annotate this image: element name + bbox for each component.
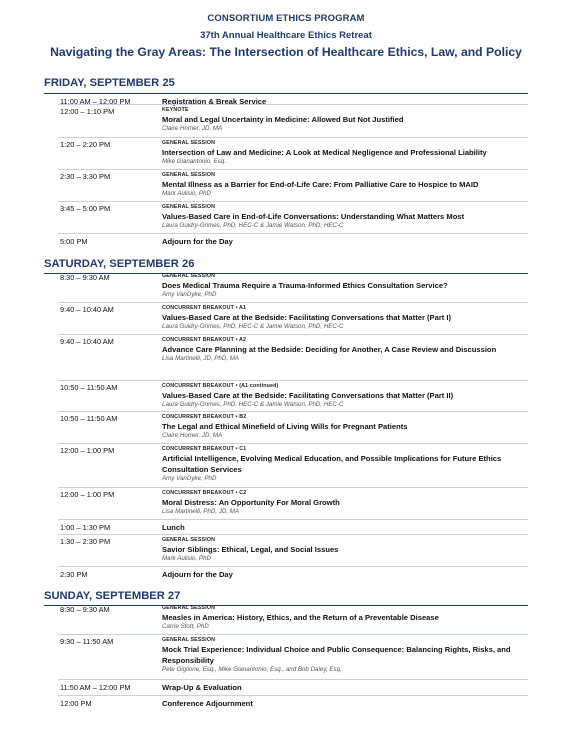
session-item <box>162 172 532 198</box>
row-divider <box>58 634 528 635</box>
row-divider <box>58 380 528 381</box>
session-title: Values-Based Care at the Bedside: Facilitating Conversations that Matter (Part I) <box>162 313 452 322</box>
session-time: 12:00 – 1:10 PM <box>60 107 115 116</box>
row-divider <box>58 334 528 335</box>
day-heading: SATURDAY, SEPTEMBER 26 <box>44 258 195 270</box>
session-speaker: Amy VanDyke, PhD <box>162 475 217 482</box>
session-speaker: Pete Giglione, Esq., Mike Gianantonio, Esq., and Bob Daley, Esq. <box>162 666 342 673</box>
session-item <box>162 140 532 166</box>
session-item <box>162 96 532 107</box>
session-time: 9:40 – 10:40 AM <box>60 305 114 314</box>
session-title: Does Medical Trauma Require a Trauma-Informed Ethics Consultation Service? <box>162 281 448 290</box>
row-divider <box>58 169 528 170</box>
session-title: Wrap-Up & Evaluation <box>162 683 242 692</box>
row-divider <box>58 104 528 105</box>
session-title: Adjourn for the Day <box>162 570 233 579</box>
session-time: 2:30 – 3:30 PM <box>60 172 111 181</box>
session-item <box>162 337 532 363</box>
day-divider <box>44 93 528 94</box>
row-divider <box>58 201 528 202</box>
session-title: Mock Trial Experience: Individual Choice and Public Consequence: Balancing Rights, Risks, and Responsibility <box>162 645 511 665</box>
row-divider <box>58 534 528 535</box>
session-type: CONCURRENT BREAKOUT • (A1 continued) <box>162 383 279 389</box>
session-speaker: Claire Horner, JD, MA <box>162 432 223 439</box>
session-item <box>162 107 532 133</box>
session-item <box>162 490 532 516</box>
session-time: 1:20 – 2:20 PM <box>60 140 111 149</box>
header-organization: CONSORTIUM ETHICS PROGRAM <box>207 13 365 24</box>
session-speaker: Laura Guidry-Grimes, PhD, HEC-C & Jamie Watson, PhD, HEC-C <box>162 401 344 408</box>
session-title: Values-Based Care at the Bedside: Facilitating Conversations that Matter (Part II) <box>162 391 454 400</box>
session-speaker: Claire Horner, JD, MA <box>162 125 223 132</box>
session-item <box>162 698 532 709</box>
session-item <box>162 446 532 483</box>
day-heading: FRIDAY, SEPTEMBER 25 <box>44 77 175 89</box>
session-speaker: Mike Gianantonio, Esq. <box>162 158 226 165</box>
session-speaker: Lisa Martinelli, JD, PhD, MA <box>162 355 240 362</box>
session-title: Measles in America: History, Ethics, and the Return of a Preventable Disease <box>162 613 439 622</box>
session-title: Savior Siblings: Ethical, Legal, and Social Issues <box>162 545 339 554</box>
session-speaker: Lisa Martinelli, PhD, JD, MA <box>162 508 240 515</box>
session-time: 3:45 – 5:00 PM <box>60 204 111 213</box>
session-speaker: Laura Guidry-Grimes, PhD, HEC-C & Jamie Watson, PhD, HEC-C <box>162 323 344 330</box>
session-type: CONCURRENT BREAKOUT • A1 <box>162 305 247 311</box>
session-title: Artificial Intelligence, Evolving Medical Education, and Possible Implications for Future Ethics Consultation Services <box>162 454 502 474</box>
session-type: GENERAL SESSION <box>162 637 216 643</box>
session-time: 2:30 PM <box>60 570 88 579</box>
session-type: CONCURRENT BREAKOUT • C2 <box>162 490 247 496</box>
session-time: 1:00 – 1:30 PM <box>60 523 111 532</box>
session-speaker: Laura Guidry-Grimes, PhD, HEC-C & Jamie Watson, PhD, HEC-C <box>162 222 344 229</box>
session-type: GENERAL SESSION <box>162 605 216 611</box>
session-type: GENERAL SESSION <box>162 172 216 178</box>
session-title: Adjourn for the Day <box>162 237 233 246</box>
row-divider <box>58 679 528 680</box>
session-item <box>162 204 532 230</box>
session-title: Moral and Legal Uncertainty in Medicine: Allowed But Not Justified <box>162 115 404 124</box>
session-type: CONCURRENT BREAKOUT • A2 <box>162 337 247 343</box>
row-divider <box>58 519 528 520</box>
session-speaker: Mark Aulisio, PhD <box>162 190 211 197</box>
session-time: 8:30 – 9:30 AM <box>60 273 110 282</box>
session-title: Moral Distress: An Opportunity For Moral Growth <box>162 498 340 507</box>
session-title: Advance Care Planning at the Bedside: Deciding for Another, A Case Review and Discussion <box>162 345 497 354</box>
session-time: 12:00 – 1:00 PM <box>60 490 115 499</box>
row-divider <box>58 487 528 488</box>
session-title: Values-Based Care in End-of-Life Conversations: Understanding What Matters Most <box>162 212 465 221</box>
session-time: 12:00 PM <box>60 699 92 708</box>
session-item <box>162 569 532 580</box>
session-item <box>162 273 532 299</box>
row-divider <box>58 302 528 303</box>
row-divider <box>58 137 528 138</box>
session-type: CONCURRENT BREAKOUT • C1 <box>162 446 247 452</box>
row-divider <box>58 695 528 696</box>
session-type: GENERAL SESSION <box>162 273 216 279</box>
row-divider <box>58 443 528 444</box>
session-title: The Legal and Ethical Minefield of Living Wills for Pregnant Patients <box>162 422 408 431</box>
session-time: 11:50 AM – 12:00 PM <box>60 683 131 692</box>
session-time: 9:30 – 11:50 AM <box>60 637 114 646</box>
session-title: Conference Adjournment <box>162 699 253 708</box>
session-time: 10:50 – 11:50 AM <box>60 414 118 423</box>
session-item <box>162 605 532 631</box>
row-divider <box>58 566 528 567</box>
session-time: 12:00 – 1:00 PM <box>60 446 115 455</box>
session-item <box>162 414 532 440</box>
session-item <box>162 305 532 331</box>
page-title: Navigating the Gray Areas: The Intersection of Healthcare Ethics, Law, and Policy <box>50 45 522 59</box>
session-title: Lunch <box>162 523 185 532</box>
session-title: Registration & Break Service <box>162 97 267 106</box>
session-speaker: Carrie Stott, PhD <box>162 623 209 630</box>
session-time: 5:00 PM <box>60 237 88 246</box>
session-speaker: Mark Aulisio, PhD <box>162 555 211 562</box>
session-type: GENERAL SESSION <box>162 204 216 210</box>
row-divider <box>58 411 528 412</box>
session-item <box>162 682 532 693</box>
session-item <box>162 236 532 247</box>
session-item <box>162 637 532 674</box>
session-type: KEYNOTE <box>162 107 189 113</box>
session-item <box>162 522 532 533</box>
session-type: CONCURRENT BREAKOUT • B2 <box>162 414 247 420</box>
session-item <box>162 383 532 409</box>
session-type: GENERAL SESSION <box>162 537 216 543</box>
session-time: 11:00 AM – 12:00 PM <box>60 97 131 106</box>
session-time: 9:40 – 10:40 AM <box>60 337 114 346</box>
session-time: 1:30 – 2:30 PM <box>60 537 111 546</box>
header-subtitle: 37th Annual Healthcare Ethics Retreat <box>200 30 372 41</box>
session-time: 10:50 – 11:50 AM <box>60 383 118 392</box>
session-speaker: Amy VanDyke, PhD <box>162 291 217 298</box>
day-heading: SUNDAY, SEPTEMBER 27 <box>44 590 181 602</box>
session-item <box>162 537 532 563</box>
session-type: GENERAL SESSION <box>162 140 216 146</box>
session-time: 8:30 – 9:30 AM <box>60 605 110 614</box>
session-title: Mental Illness as a Barrier for End-of-Life Care: From Palliative Care to Hospice to MAID <box>162 180 479 189</box>
session-title: Intersection of Law and Medicine: A Look at Medical Negligence and Professional Liability <box>162 148 487 157</box>
row-divider <box>58 233 528 234</box>
